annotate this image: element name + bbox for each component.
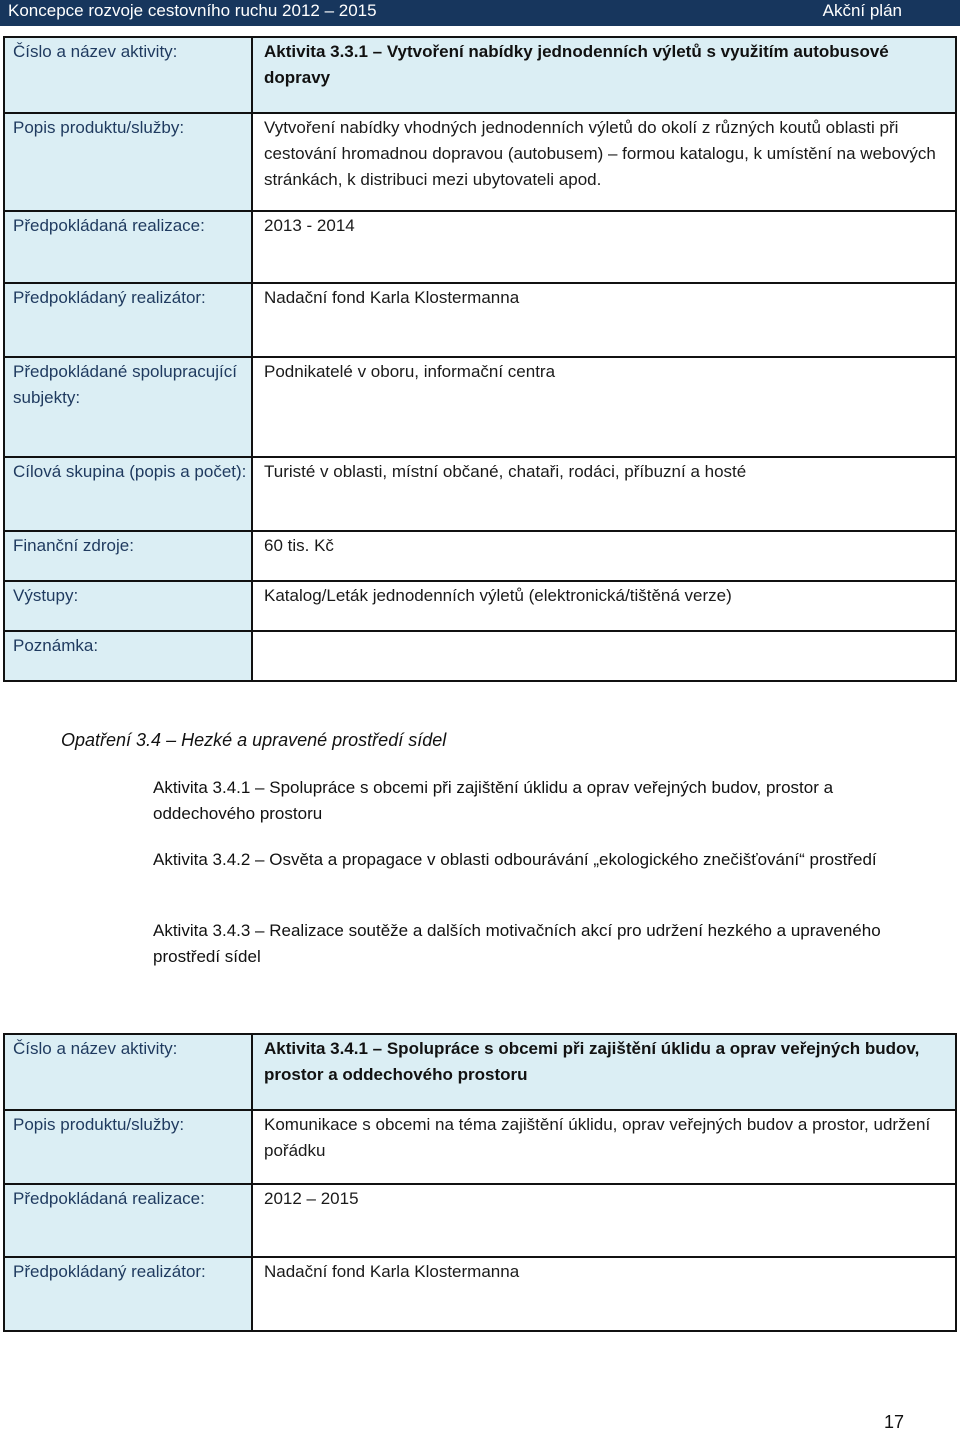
row-label: Předpokládaný realizátor:: [4, 283, 252, 357]
row-label: Předpokládaná realizace:: [4, 211, 252, 283]
activity-item: Aktivita 3.4.2 – Osvěta a propagace v oblasti odbourávání „ekologického znečišťování“ prostředí: [153, 850, 877, 869]
row-label: Číslo a název aktivity:: [4, 37, 252, 113]
row-label: Popis produktu/služby:: [4, 113, 252, 211]
row-value: 2012 – 2015: [252, 1184, 956, 1257]
document-title: Koncepce rozvoje cestovního ruchu 2012 – 2015: [8, 1, 377, 20]
row-value: [252, 631, 956, 681]
row-label: Číslo a název aktivity:: [4, 1034, 252, 1110]
activity-table-3-4-1: [3, 1033, 957, 1332]
table-row: [4, 283, 956, 357]
row-label: Cílová skupina (popis a počet):: [4, 457, 252, 531]
table-row: [4, 1034, 956, 1110]
table-row: [4, 37, 956, 113]
row-value: 60 tis. Kč: [252, 531, 956, 581]
table-row: [4, 631, 956, 681]
activity-item: Aktivita 3.4.1 – Spolupráce s obcemi při zajištění úklidu a oprav veřejných budov, prostor a oddechového prostoru: [153, 778, 834, 823]
row-value: Turisté v oblasti, místní občané, chataři, rodáci, příbuzní a hosté: [252, 457, 956, 531]
row-label: Předpokládaná realizace:: [4, 1184, 252, 1257]
row-value: Nadační fond Karla Klostermanna: [252, 1257, 956, 1331]
table-row: [4, 457, 956, 531]
row-value: 2013 - 2014: [252, 211, 956, 283]
page-header: [0, 0, 960, 26]
table-row: [4, 531, 956, 581]
table-row: [4, 113, 956, 211]
row-label: Výstupy:: [4, 581, 252, 631]
row-label: Popis produktu/služby:: [4, 1110, 252, 1184]
row-label: Finanční zdroje:: [4, 531, 252, 581]
row-label: Předpokládané spolupracující subjekty:: [4, 357, 252, 457]
row-value: Podnikatelé v oboru, informační centra: [252, 357, 956, 457]
row-label: Poznámka:: [4, 631, 252, 681]
row-label: Předpokládaný realizátor:: [4, 1257, 252, 1331]
page-number: 17: [883, 1412, 904, 1432]
section-title: Akční plán: [822, 1, 902, 20]
row-value: Nadační fond Karla Klostermanna: [252, 283, 956, 357]
measure-heading: Opatření 3.4 – Hezké a upravené prostředí sídel: [61, 730, 447, 750]
table-row: [4, 581, 956, 631]
table-row: [4, 1257, 956, 1331]
row-value: Vytvoření nabídky vhodných jednodenních výletů do okolí z různých koutů oblasti při cestování hromadnou dopravou (autobusem) – formou katalogu, k umístění na webových stránkách, k distribuci mezi ubytovateli apod.: [252, 113, 956, 211]
table-row: [4, 1110, 956, 1184]
table-row: [4, 1184, 956, 1257]
activity-table-3-3-1: [3, 36, 957, 682]
activity-title: Aktivita 3.4.1 – Spolupráce s obcemi při zajištění úklidu a oprav veřejných budov, prostor a oddechového prostoru: [252, 1034, 956, 1110]
row-value: Katalog/Leták jednodenních výletů (elektronická/tištěná verze): [252, 581, 956, 631]
row-value: Komunikace s obcemi na téma zajištění úklidu, oprav veřejných budov a prostor, udržení pořádku: [252, 1110, 956, 1184]
activity-item: Aktivita 3.4.3 – Realizace soutěže a dalších motivačních akcí pro udržení hezkého a upraveného prostředí sídel: [153, 921, 881, 966]
table-row: [4, 211, 956, 283]
table-row: [4, 357, 956, 457]
activity-title: Aktivita 3.3.1 – Vytvoření nabídky jednodenních výletů s využitím autobusové dopravy: [252, 37, 956, 113]
